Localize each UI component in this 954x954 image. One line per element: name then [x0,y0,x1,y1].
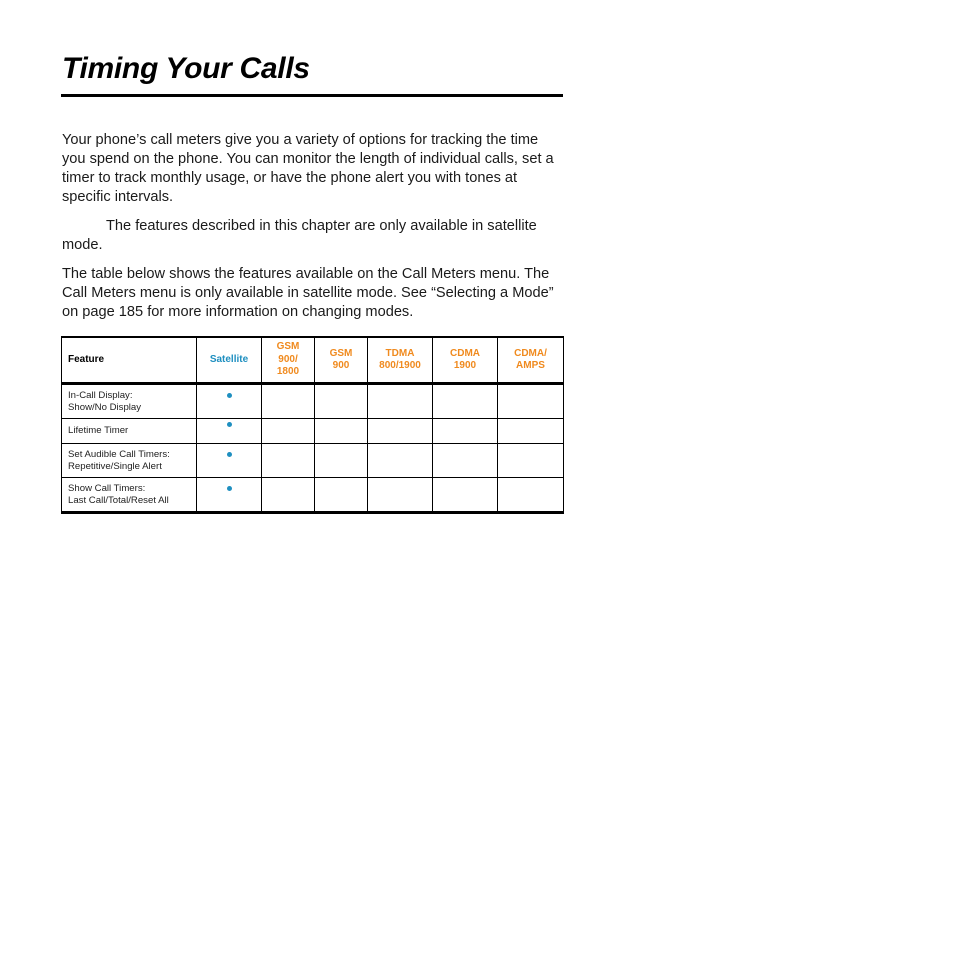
table-row [62,384,564,419]
header-cdma-amps: CDMA/ AMPS [498,337,564,384]
intro-paragraph: Your phone’s call meters give you a variety of options for tracking the time you spend on the phone. You can monitor the length of individual calls, set a timer to track monthly usage, or have the phone alert you with tones at specific intervals. [62,132,554,205]
title-underline [61,94,563,97]
header-gsm-900-1800: GSM 900/ 1800 [262,337,315,384]
availability-cell-tdma [368,444,433,478]
availability-cell-cdma-amps [498,444,564,478]
availability-cell-cdma-1900 [433,384,498,419]
availability-cell-cdma-1900 [433,444,498,478]
availability-cell-gsm-900 [315,444,368,478]
availability-cell-gsm-900-1800 [262,419,315,444]
availability-cell-gsm-900 [315,478,368,513]
availability-cell-satellite [197,384,262,419]
header-satellite: Satellite [197,337,262,384]
availability-cell-satellite [197,444,262,478]
call-meters-feature-table [61,336,564,514]
table-row [62,478,564,513]
availability-cell-gsm-900-1800 [262,384,315,419]
availability-cell-gsm-900-1800 [262,478,315,513]
availability-cell-gsm-900 [315,384,368,419]
feature-name-cell: Set Audible Call Timers: Repetitive/Single Alert [62,444,197,478]
availability-cell-satellite [197,478,262,513]
availability-cell-gsm-900-1800 [262,444,315,478]
availability-cell-cdma-1900 [433,478,498,513]
feature-name-cell: Lifetime Timer [62,419,197,444]
header-cdma-1900: CDMA 1900 [433,337,498,384]
availability-cell-tdma [368,419,433,444]
available-dot-icon [227,452,232,457]
availability-cell-tdma [368,384,433,419]
availability-cell-cdma-amps [498,478,564,513]
feature-name-cell: Show Call Timers: Last Call/Total/Reset All [62,478,197,513]
availability-cell-cdma-amps [498,419,564,444]
satellite-note-paragraph: The features described in this chapter are only available in satellite mode. [62,218,537,253]
table-row [62,444,564,478]
table-row [62,419,564,444]
availability-cell-tdma [368,478,433,513]
availability-cell-cdma-1900 [433,419,498,444]
available-dot-icon [227,393,232,398]
availability-cell-gsm-900 [315,419,368,444]
available-dot-icon [227,486,232,491]
table-intro-paragraph: The table below shows the features available on the Call Meters menu. The Call Meters menu is only available in satellite mode. See “Selecting a Mode” on page 185 for more information on changing modes. [62,266,554,320]
header-feature: Feature [62,337,197,384]
available-dot-icon [227,422,232,427]
availability-cell-satellite [197,419,262,444]
header-gsm-900: GSM 900 [315,337,368,384]
table-header-row [62,337,564,384]
availability-cell-cdma-amps [498,384,564,419]
header-tdma: TDMA 800/1900 [368,337,433,384]
feature-name-cell: In-Call Display: Show/No Display [62,384,197,419]
page-title: Timing Your Calls [62,52,310,85]
